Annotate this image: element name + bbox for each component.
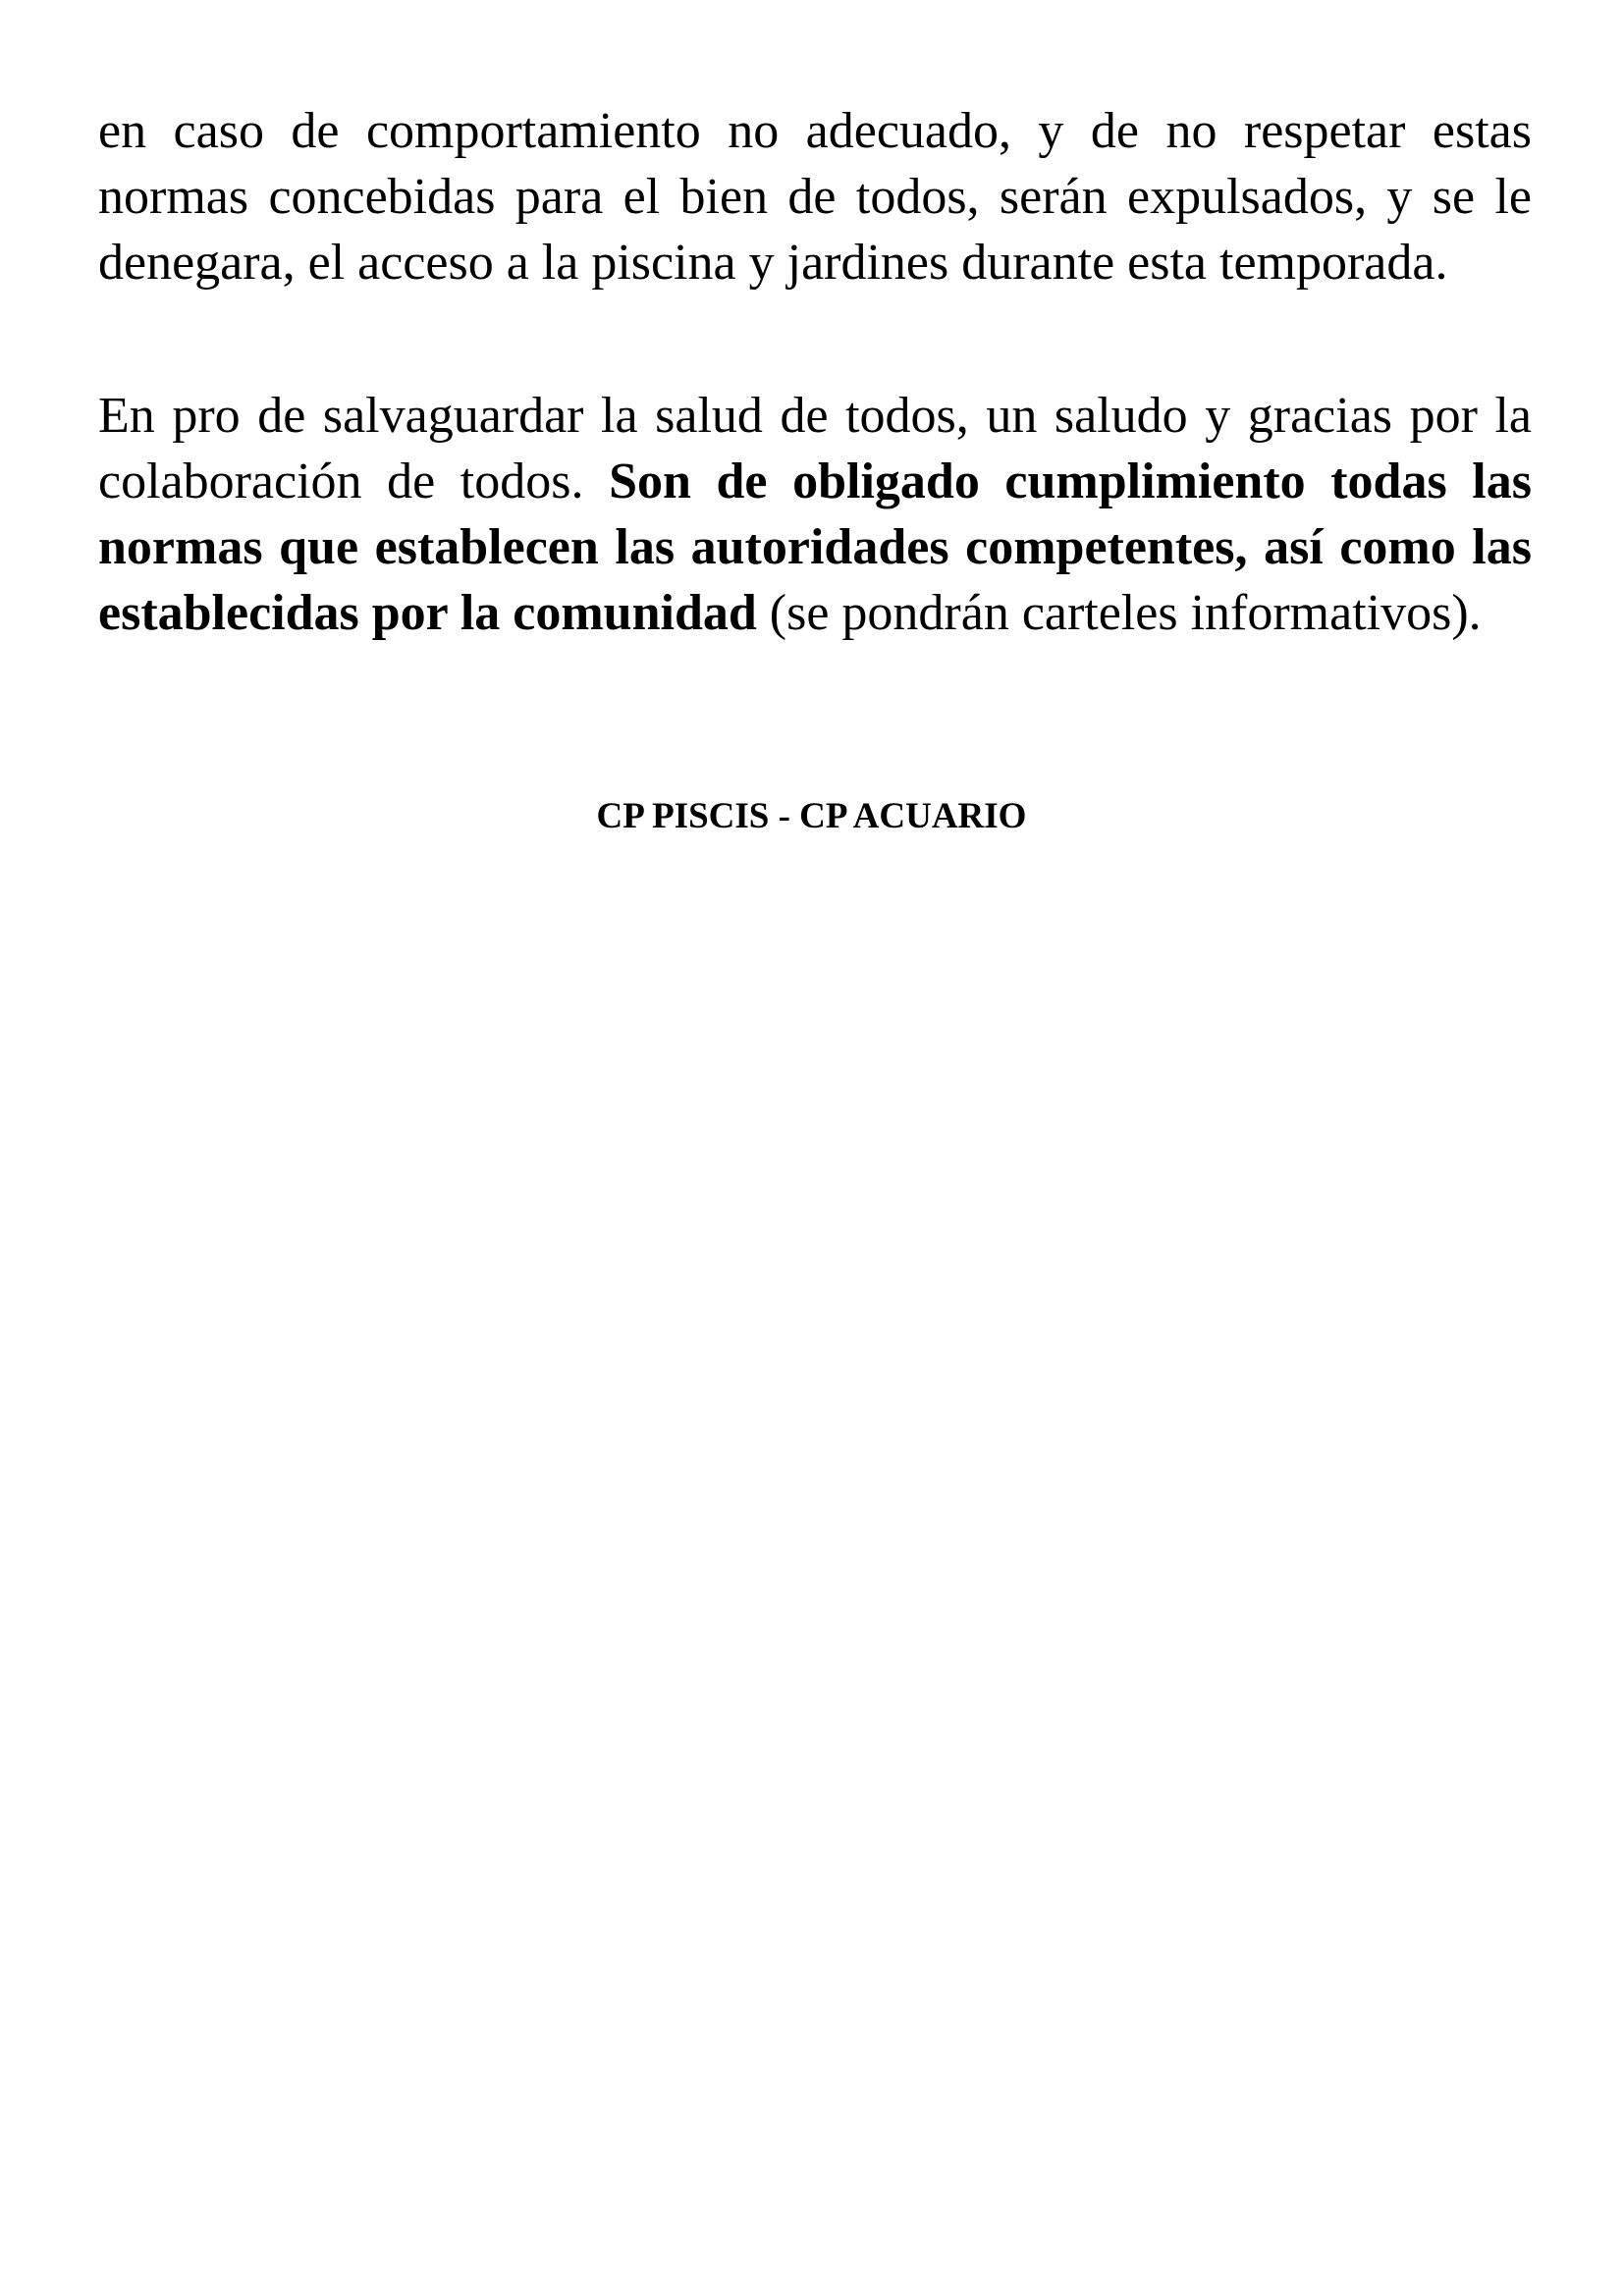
paragraph-1-text: en caso de comportamiento no adecuado, y de no respetar estas normas concebidas para el bien de todos, serán expulsados, y se le denegara, el acceso a la piscina y jardines durante esta temporada. [98, 103, 1532, 291]
paragraph-2-outro: (se pondrán carteles informativos). [756, 585, 1482, 641]
signature: CP PISCIS - CP ACUARIO [596, 796, 1027, 836]
paragraph-2-intro: En pro de salvaguardar la salud de todos, un saludo y gracias por la colaboración de todos. [98, 388, 1532, 509]
paragraph-compliance-notice [98, 383, 1532, 646]
paragraph-2-bold-rules: Son de obligado cumplimiento todas las normas que establecen las autoridades competentes, así como las establecidas por la comunidad [98, 454, 1532, 641]
paragraph-expulsion-notice [98, 98, 1532, 295]
